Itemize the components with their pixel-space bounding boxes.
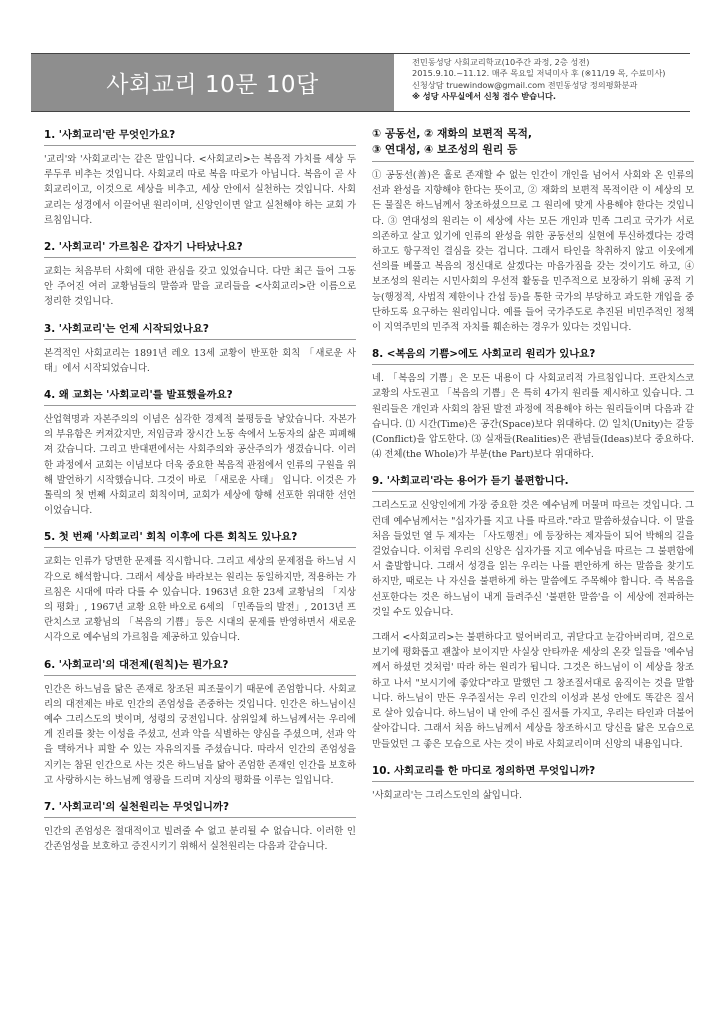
answer-text: 그리스도교 신앙인에게 가장 중요한 것은 예수님께 머물며 따르는 것입니다. 그런데 예수님께서는 "십자가를 지고 나를 따르라."라고 말씀하셨습니다. 이 말을 처음 들었던 열 두 제자는 「사도행전」에 등장하는 제자들이 되어 박해의 길을 걸었습니다. 이처럼 우리의 신앙은 십자가를 지고 예수님을 따르는 그 불편함에서 출발합니다. 그래서 성경을 읽는 우리는 나를 편안하게 하는 말씀을 찾기도 하지만, 때로는 나 자신을 불편하게 하는 말씀에도 주목해야 합니다. 즉 복음을 선포한다는 것은 하느님이 내게 들려주신 '불편한 말씀'을 이 세상에 전파하는 것일 수도 있습니다. [372, 500, 694, 618]
qa-item [44, 386, 356, 518]
question-heading: 1. '사회교리'란 무엇인가요? [44, 126, 356, 146]
answer-text: 교회는 인류가 당면한 문제를 직시합니다. 그리고 세상의 문제점을 하느님 시각으로 해석합니다. 그래서 세상을 바라보는 원리는 동일하지만, 적용하는 가르침은 시대에 따라 다를 수 있습니다. 1963년 요한 23세 교황님의 「지상의 평화」, 1967년 교황 요한 바오로 6세의 「민족들의 발전」, 2013년 프란치스코 교황님의 「복음의 기쁨」등은 시대의 문제를 반영하면서 새로운 시각으로 예수님의 가르침을 제공하고 있습니다. [44, 556, 356, 644]
right-column [372, 126, 694, 807]
page-title: 사회교리 10문 10답 [31, 54, 394, 111]
question-heading: 5. 첫 번째 '사회교리' 회칙 이후에 다른 회칙도 있나요? [44, 528, 356, 548]
question-heading: 6. '사회교리'의 대전제(원칙)는 뭔가요? [44, 656, 356, 676]
answer-text: 교회는 처음부터 사회에 대한 관심을 갖고 있었습니다. 다만 최근 들어 그동안 주어진 여러 교황님들의 말씀과 맡을 교리들을 <사회교리>란 이름으로 정리한 것입니다. [44, 266, 356, 308]
answer-text: 네. 「복음의 기쁨」은 모든 내용이 다 사회교리적 가르침입니다. 프란치스코 교황의 사도권고 「복음의 기쁨」은 특히 4가지 원리를 제시하고 있습니다. 그 원리들은 개인과 사회의 참된 발전 과정에 적용해야 하는 원리들이며 다음과 같습니다. ⑴ 시간(Time)은 공간(Space)보다 위대하다. ⑵ 일치(Unity)는 갈등(Conflict)을 압도한다. ⑶ 실재들(Realities)은 관념들(Ideas)보다 중요하다. ⑷ 전체(the Whole)가 부분(the Part)보다 위대하다. [372, 373, 694, 461]
question-heading: 8. <복음의 기쁨>에도 사회교리 원리가 있나요? [372, 345, 694, 365]
qa-item [44, 238, 356, 310]
signup-notice: ※ 성당 사무실에서 신청 접수 받습니다. [412, 91, 556, 102]
qa-item [44, 656, 356, 788]
qa-item [44, 320, 356, 376]
answer-text: 인간의 존엄성은 절대적이고 빌려줄 수 없고 분리될 수 없습니다. 이러한 인간존엄성을 보호하고 증진시키기 위해서 실천원리는 다음과 같습니다. [44, 826, 356, 853]
answer-text: 인간은 하느님을 닮은 존재로 창조된 피조물이기 때문에 존엄합니다. 사회교리의 대전제는 바로 인간의 존엄성을 존중하는 것입니다. 인간은 하느님이신 예수 그리스도의 벗이며, 성령의 궁전입니다. 삼위일체 하느님께서는 우리에게 진리를 찾는 이성을 주셨고, 선과 악을 식별하는 양심을 주셨으며, 선과 악을 택하거나 피할 수 있는 자유의지를 주셨습니다. 따라서 인간의 존엄성을 지키는 참된 인간으로 사는 것은 하느님을 닮아 존엄한 존재인 인간을 보호하고 사랑하시는 하느님께 영광을 드리며 지상의 평화를 이루는 일입니다. [44, 683, 356, 786]
qa-item [372, 345, 694, 462]
qa-item [372, 472, 694, 751]
qa-item [372, 762, 694, 803]
question-heading: 10. 사회교리를 한 마디로 정의하면 무엇입니까? [372, 762, 694, 782]
answer-text: '교리'와 '사회교리'는 같은 말입니다. <사회교리>는 복음적 가치를 세상 두루두루 비추는 것입니다. 사회교리 따로 복음 따로가 아닙니다. 복음이 곧 사회교리이고, 이것으로 세상을 비추고, 세상 안에서 실천하는 것입니다. 사회교리는 성경에서 이끌어낸 원리이며, 신앙인이면 알고 실천해야 하는 교회 가르침입니다. [44, 154, 356, 226]
info-line: 신청상담 truewindow@gmail.com 전민동성당 정의평화분과 [412, 79, 638, 90]
question-heading: 2. '사회교리' 가르침은 갑자기 나타났나요? [44, 238, 356, 258]
answer-text: 그래서 <사회교리>는 불편하다고 덮어버리고, 귀닫다고 눈감아버리며, 겉으로 보기에 평화롭고 괜찮아 보이지만 사실상 안타까운 세상의 온갖 일들을 '예수님께서 하셨던 것처럼' 따라 하는 원리가 됩니다. 그것은 하느님이 이 세상을 창조하고 나서 "보시기에 좋았다"라고 말했던 그 창조질서대로 움직이는 것을 말합니다. 하느님이 만든 우주질서는 우리 인간의 이성과 본성 안에도 똑같은 질서로 살아 있습니다. 하느님이 내 안에 주신 질서를 가지고, 우리는 타인과 더불어 살아갑니다. 그래서 처음 하느님께서 세상을 창조하시고 당신을 닮은 모습으로 만들었던 그 좋은 모습으로 사는 것이 바로 사회교리이며 신앙의 내용입니다. [372, 632, 694, 750]
question-heading: 7. '사회교리'의 실천원리는 무엇입니까? [44, 798, 356, 818]
principles-heading [372, 126, 694, 162]
info-line: 전민동성당 사회교리학교(10주간 과정, 2층 성전) [412, 57, 590, 67]
qa-item [44, 126, 356, 228]
answer-text: '사회교리'는 그리스도인의 삶입니다. [372, 789, 522, 801]
left-column [44, 126, 356, 859]
question-heading: 4. 왜 교회는 '사회교리'를 발표했을까요? [44, 386, 356, 406]
principles-title-line: ③ 연대성, ④ 보조성의 원리 등 [372, 143, 518, 156]
question-heading: 3. '사회교리'는 언제 시작되었나요? [44, 320, 356, 340]
answer-text: 본격적인 사회교리는 1891년 레오 13세 교황이 반포한 회칙 「새로운 사태」에서 시작되었습니다. [44, 347, 356, 374]
principles-title-line: ① 공동선, ② 재화의 보편적 목적, [372, 127, 533, 140]
course-info [412, 57, 694, 103]
qa-item [44, 528, 356, 645]
question-heading: 9. '사회교리'라는 용어가 듣기 불편합니다. [372, 472, 694, 492]
answer-text: 산업혁명과 자본주의의 이념은 심각한 경제적 불평등을 낳았습니다. 자본가의 부유함은 커져갔지만, 저임금과 장시간 노동 속에서 노동자의 삶은 피폐해져 갔습니다. 그리고 반대편에서는 사회주의와 공산주의가 생겼습니다. 이러한 과정에서 교회는 이념보다 더욱 중요한 복음적 관점에서 인류의 구원을 위해 발언하기 시작했습니다. 그것이 바로 「새로운 사태」 입니다. 이것은 가톨릭의 첫 번째 사회교리 회칙이며, 교회가 세상에 향해 선포한 위대한 선언이었습니다. [44, 414, 356, 517]
info-line: 2015.9.10.~11.12. 매주 목요일 저녁미사 후 (※11/19 목, 수료미사) [412, 68, 666, 79]
principles-text: ① 공동선(善)은 홀로 존재할 수 없는 인간이 개인을 넘어서 사회와 온 인류의 선과 완성을 지향해야 한다는 뜻이고, ② 재화의 보편적 목적이란 이 세상의 모든 물질은 하느님께서 창조하셨으므로 그 원리에 맞게 사용해야 한다는 것입니다. ③ 연대성의 원리는 이 세상에 사는 모든 개인과 민족 그리고 국가가 서로 의존하고 살고 있기에 인류의 완성을 위한 공동선의 실현에 투신하겠다는 강력하고도 항구적인 결심을 갖는 겁니다. 그래서 타인을 착취하지 않고 이웃에게 선의를 베풀고 복음의 정신대로 살겠다는 마음가짐을 갖는 것이기도 하고, ④ 보조성의 원리는 시민사회의 우선적 활동을 민주적으로 보장하기 위해 공적 기능(행정적, 사법적 제한이나 간섭 등)을 통한 국가의 부당하고 과도한 개입을 중단하도록 요구하는 원리입니다. 예를 들어 국가주도로 추진된 비민주적인 정책이 지역주민의 민주적 자치를 훼손하는 경우가 있다는 것입니다. [372, 170, 694, 334]
header-banner [31, 53, 690, 112]
qa-item [44, 798, 356, 854]
